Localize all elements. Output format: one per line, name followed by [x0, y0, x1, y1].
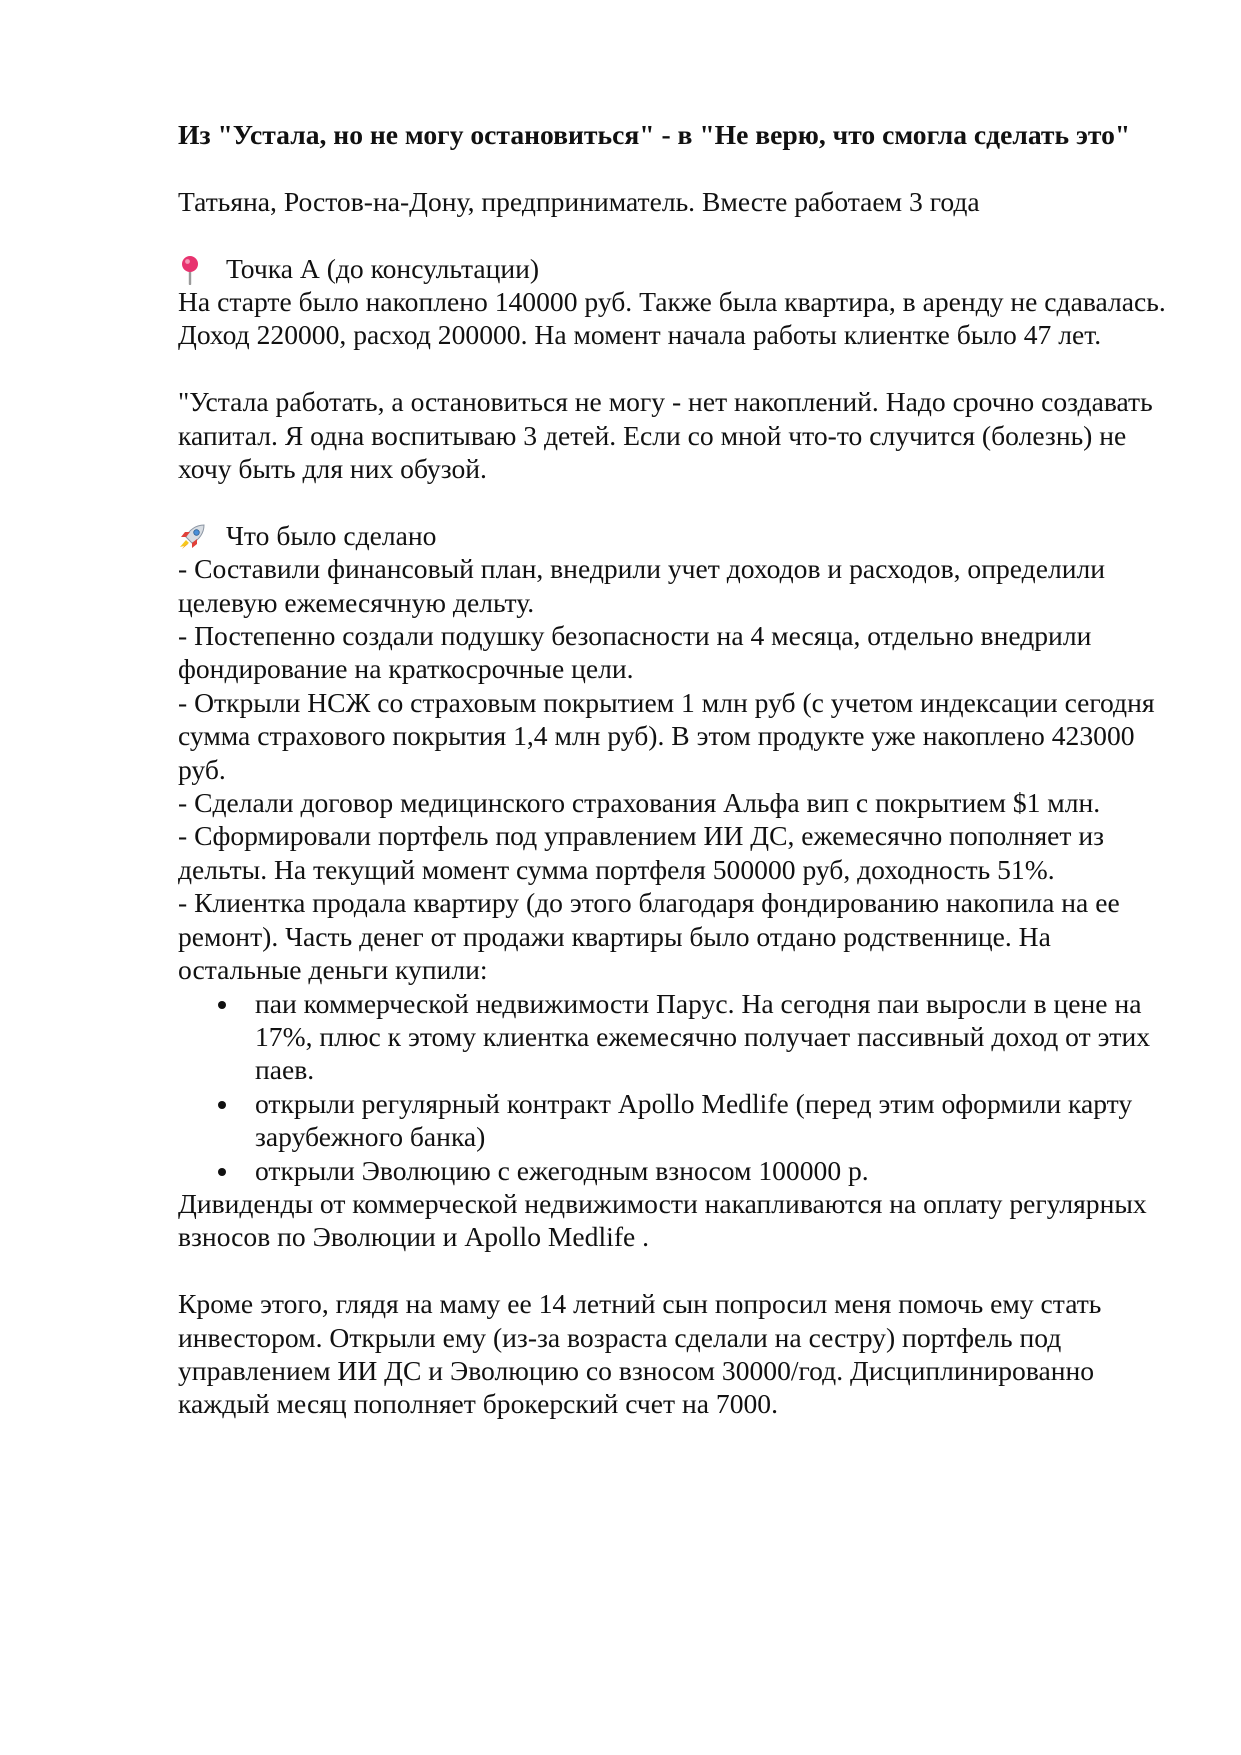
done-heading [178, 519, 1168, 552]
done-item-5: - Сформировали портфель под управлением ИИ ДС, ежемесячно пополняет из дельты. На текущий момент сумма портфеля 500000 руб, доходность 51%. [178, 820, 1105, 885]
document-body [178, 112, 1168, 1421]
point-a-text: На старте было накоплено 140000 руб. Также была квартира, в аренду не сдавалась. Доход 220000, расход 200000. На момент начала работы клиентке было 47 лет. [178, 286, 1166, 351]
done-item-6: - Клиентка продала квартиру (до этого благодаря фондированию накопила на ее ремонт). Часть денег от продажи квартиры было отдано родственнице. На остальные деньги купили: [178, 887, 1120, 986]
pushpin-icon [178, 253, 206, 283]
dividends-note: Дивиденды от коммерческой недвижимости накапливаются на оплату регулярных взносов по Эволюции и Apollo Medlife . [178, 1187, 1147, 1253]
document-title: Из "Устала, но не могу остановиться" - в "Не верю, что смогла сделать это" [178, 119, 1131, 150]
rocket-icon [178, 521, 206, 551]
done-item-4: - Сделали договор медицинского страхования Альфа вип с покрытием $1 млн. [178, 787, 1101, 819]
point-a-heading [178, 252, 1168, 285]
list-item: открыли Эволюцию с ежегодным взносом 100000 р. [178, 1154, 1168, 1187]
done-item-3: - Открыли НСЖ со страховым покрытием 1 млн руб (с учетом индексации сегодня сумма страхового покрытия 1,4 млн руб). В этом продукте уже накоплено 423000 руб. [178, 686, 1155, 785]
list-item: паи коммерческой недвижимости Парус. На сегодня паи выросли в цене на 17%, плюс к этому клиентка ежемесячно получает пассивный доход от этих паев. [178, 987, 1168, 1087]
done-item-2: - Постепенно создали подушку безопасности на 4 месяца, отдельно внедрили фондирование на краткосрочные цели. [178, 620, 1092, 685]
purchases-list [178, 987, 1168, 1187]
client-quote: "Устала работать, а остановиться не могу - нет накоплений. Надо срочно создавать капитал. Я одна воспитываю 3 детей. Если со мной что-то случится (болезнь) не хочу быть для них обузой. [178, 386, 1153, 485]
list-item: открыли регулярный контракт Apollo Medlife (перед этим оформили карту зарубежного банка) [178, 1087, 1168, 1154]
point-a-heading-text: Точка А (до консультации) [226, 252, 540, 284]
done-heading-text: Что было сделано [226, 519, 437, 551]
document-subtitle: Татьяна, Ростов-на-Дону, предприниматель. Вместе работаем 3 года [178, 185, 980, 217]
done-item-1: - Составили финансовый план, внедрили учет доходов и расходов, определили целевую ежемесячную дельту. [178, 553, 1106, 618]
closing-paragraph: Кроме этого, глядя на маму ее 14 летний сын попросил меня помочь ему стать инвестором. Открыли ему (из-за возраста сделали на сестру) портфель под управлением ИИ ДС и Эволюцию со взносом 30000/год. Дисциплинированно каждый месяц пополняет брокерский счет на 7000. [178, 1288, 1102, 1420]
